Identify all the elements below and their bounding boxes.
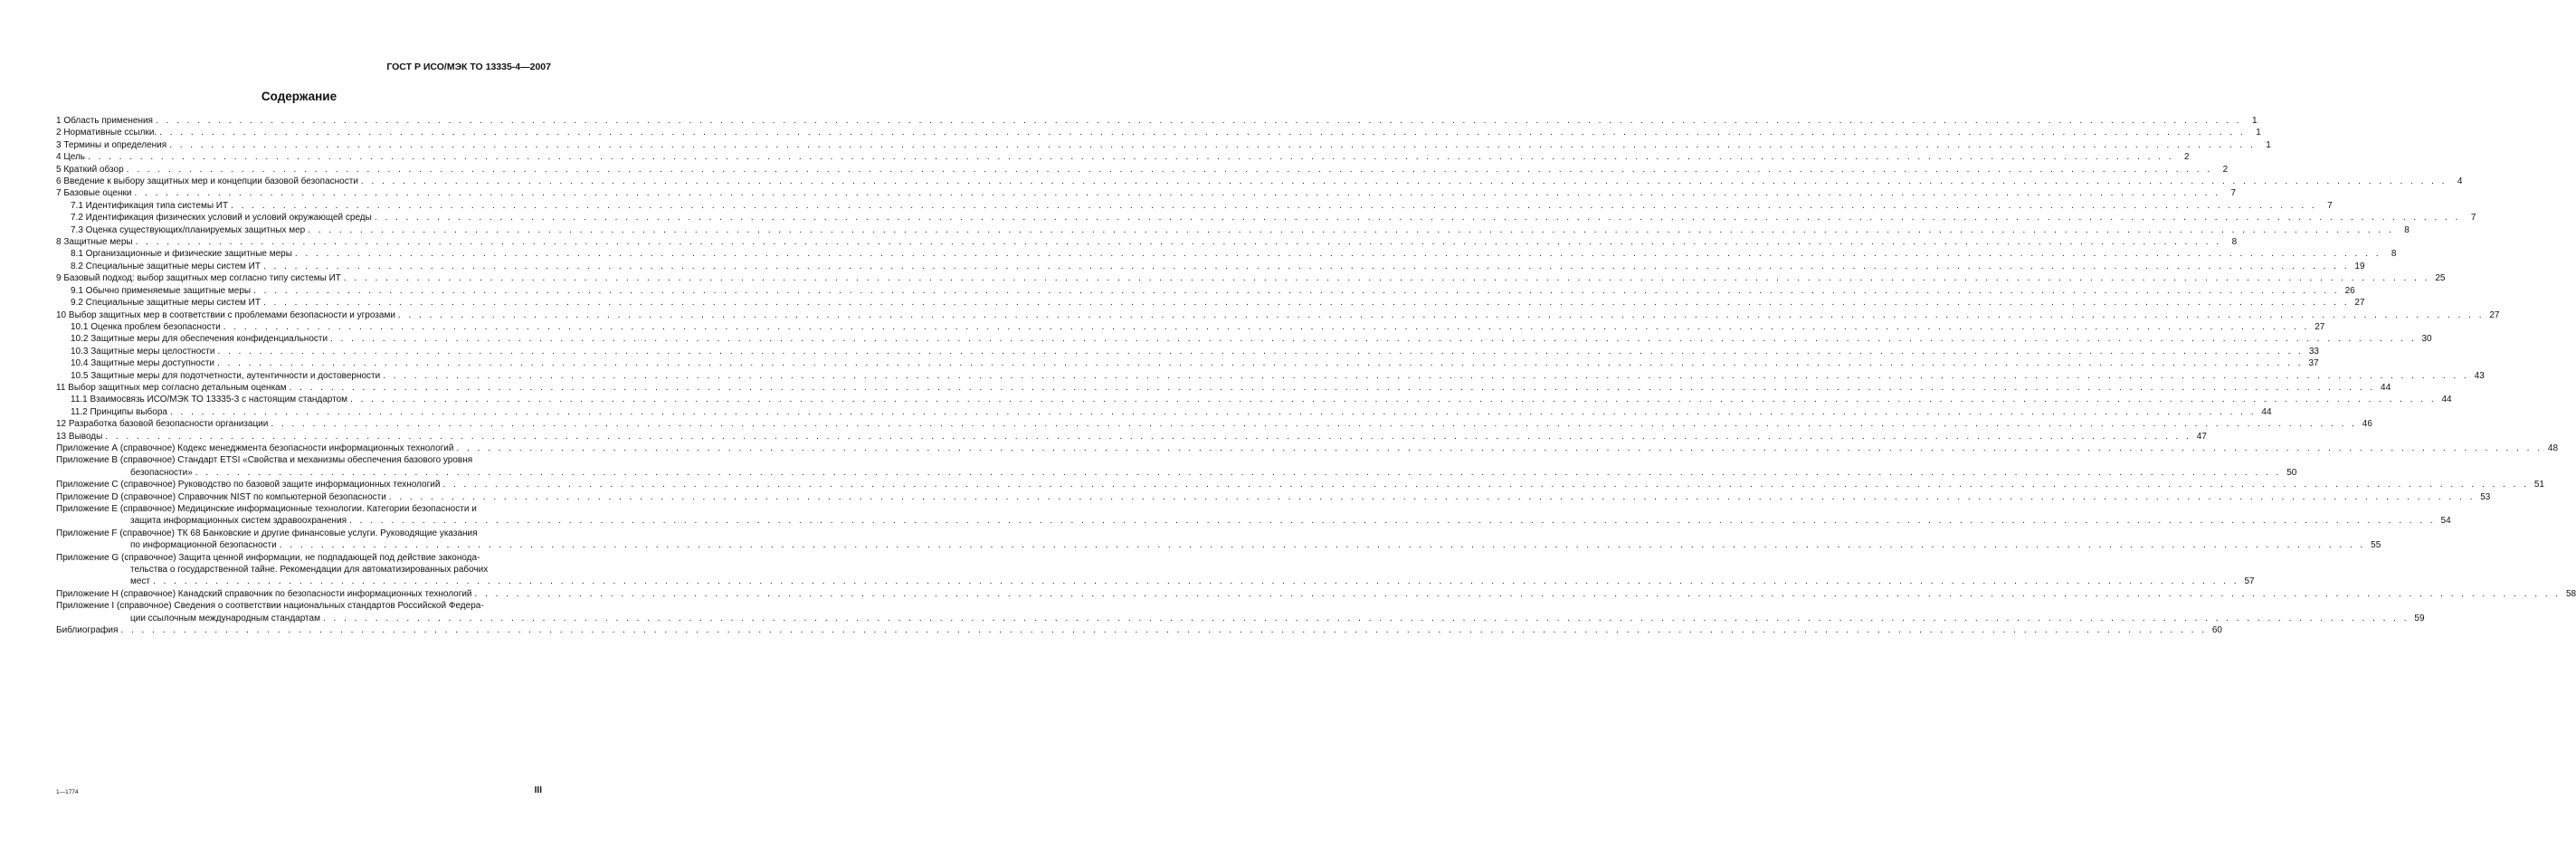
toc-entry-page: 8 — [2231, 237, 2238, 248]
page-number: III — [534, 785, 542, 795]
dot-leader: . . . . . . . . . . . . . . . . . . . . . . . . . . . . . . . . . . . . . . . . . . . . . . . . . . . . . . . . . . . . . . . . . . . . . . . . . . . . . . . . . . . . . . . . . . . . . . . . . . . . . . . . . . . . . . . . . . . . . . . . . . . . . . . . . . . . . . . . . . . . . . . . . . . . . . . . . . . . . . . . . . . . . . . . . . . . . . . . . . . . . . . . . . . . . . . . . . . . . . . . — [397, 309, 2485, 320]
toc-entry — [56, 297, 2365, 309]
toc-entry-title: 8.1 Организационные и физические защитные меры — [71, 249, 292, 260]
toc-entry-title: 7 Базовые оценки — [56, 188, 132, 199]
toc-appendix — [56, 588, 2576, 600]
toc-entry-page: 59 — [2414, 613, 2425, 623]
toc-entry-page: 25 — [2435, 273, 2446, 284]
dot-leader: . . . . . . . . . . . . . . . . . . . . . . . . . . . . . . . . . . . . . . . . . . . . . . . . . . . . . . . . . . . . . . . . . . . . . . . . . . . . . . . . . . . . . . . . . . . . . . . . . . . . . . . . . . . . . . . . . . . . . . . . . . . . . . . . . . . . . . . . . . . . . . . . . . . . . . . . . . . . . . . . . . . . . . . . . . . . . . . . . . . . . . . . . . . . . . . . . . . . . . . . — [350, 395, 2437, 405]
toc-entry-title: Приложение А (справочное) Кодекс менеджмента безопасности информационных технологий — [56, 443, 454, 453]
toc-entry-title: 5 Краткий обзор — [56, 164, 124, 175]
toc-entry-title: 7.2 Идентификация физических условий и условий окружающей среды — [71, 213, 372, 224]
toc-entry-page: 19 — [2354, 261, 2365, 271]
dot-leader: . . . . . . . . . . . . . . . . . . . . . . . . . . . . . . . . . . . . . . . . . . . . . . . . . . . . . . . . . . . . . . . . . . . . . . . . . . . . . . . . . . . . . . . . . . . . . . . . . . . . . . . . . . . . . . . . . . . . . . . . . . . . . . . . . . . . . . . . . . . . . . . . . . . . . . . . . . . . . . . . . . . . . . . . . . . . . . . . . . . . . . . . . . . . . . . . . . . . . . . . — [330, 334, 2417, 345]
toc-entry — [56, 333, 2432, 345]
toc-entry-title: 8.2 Специальные защитные меры систем ИТ — [71, 261, 261, 271]
toc-entry-page: 1 — [2266, 139, 2271, 150]
toc-entry-page: 54 — [2440, 516, 2451, 527]
toc-entry — [56, 272, 2446, 284]
toc-appendix-line: Приложение В (справочное) Стандарт ETSI «Свойства и механизмы обеспечения базового уровня — [56, 455, 473, 466]
toc-entry — [56, 588, 2576, 600]
toc-entry — [56, 431, 2207, 443]
toc-entry-page: 46 — [2362, 419, 2372, 430]
toc-appendix — [56, 552, 2255, 588]
toc-entry-title: 11 Выбор защитных мер согласно детальным оценкам — [56, 382, 287, 393]
toc-entry — [56, 370, 2485, 382]
toc-entry — [56, 236, 2238, 248]
toc-entry-page: 1 — [2256, 128, 2261, 138]
toc-entry-page: 4 — [2457, 176, 2463, 187]
dot-leader: . . . . . . . . . . . . . . . . . . . . . . . . . . . . . . . . . . . . . . . . . . . . . . . . . . . . . . . . . . . . . . . . . . . . . . . . . . . . . . . . . . . . . . . . . . . . . . . . . . . . . . . . . . . . . . . . . . . . . . . . . . . . . . . . . . . . . . . . . . . . . . . . . . . . . . . . . . . . . . . . . . . . . . . . . . . . . . . . . . . . . . . . . . . . . . . . . . . . . . . . — [217, 358, 2304, 369]
toc-entry-title: безопасности» — [130, 467, 193, 478]
toc-entry-title: Приложение Н (справочное) Канадский справочник по безопасности информационных технологий — [56, 588, 472, 599]
toc-entry — [56, 613, 2425, 624]
toc-entry — [56, 515, 2451, 527]
dot-leader: . . . . . . . . . . . . . . . . . . . . . . . . . . . . . . . . . . . . . . . . . . . . . . . . . . . . . . . . . . . . . . . . . . . . . . . . . . . . . . . . . . . . . . . . . . . . . . . . . . . . . . . . . . . . . . . . . . . . . . . . . . . . . . . . . . . . . . . . . . . . . . . . . . . . . . . . . . . . . . . . . . . . . . . . . . . . . . . . . . . . . . . . . . . . . . . . . . . . . . . . — [134, 188, 2221, 199]
dot-leader: . . . . . . . . . . . . . . . . . . . . . . . . . . . . . . . . . . . . . . . . . . . . . . . . . . . . . . . . . . . . . . . . . . . . . . . . . . . . . . . . . . . . . . . . . . . . . . . . . . . . . . . . . . . . . . . . . . . . . . . . . . . . . . . . . . . . . . . . . . . . . . . . . . . . . . . . . . . . . . . . . . . . . . . . . . . . . . . . . . . . . . . . . . . . . . . . . . . . . . . . — [474, 588, 2562, 599]
table-of-contents — [56, 115, 2576, 636]
toc-entry-title: по информационной безопасности — [130, 540, 277, 551]
dot-leader: . . . . . . . . . . . . . . . . . . . . . . . . . . . . . . . . . . . . . . . . . . . . . . . . . . . . . . . . . . . . . . . . . . . . . . . . . . . . . . . . . . . . . . . . . . . . . . . . . . . . . . . . . . . . . . . . . . . . . . . . . . . . . . . . . . . . . . . . . . . . . . . . . . . . . . . . . . . . . . . . . . . . . . . . . . . . . . . . . . . . . . . . . . . . . . . . . . . . . . . . — [169, 406, 2257, 417]
dot-leader: . . . . . . . . . . . . . . . . . . . . . . . . . . . . . . . . . . . . . . . . . . . . . . . . . . . . . . . . . . . . . . . . . . . . . . . . . . . . . . . . . . . . . . . . . . . . . . . . . . . . . . . . . . . . . . . . . . . . . . . . . . . . . . . . . . . . . . . . . . . . . . . . . . . . . . . . . . . . . . . . . . . . . . . . . . . . . . . . . . . . . . . . . . . . . . . . . . . . . . . . — [253, 285, 2340, 296]
toc-entry-page: 27 — [2315, 321, 2325, 332]
toc-entry — [56, 479, 2544, 490]
dot-leader: . . . . . . . . . . . . . . . . . . . . . . . . . . . . . . . . . . . . . . . . . . . . . . . . . . . . . . . . . . . . . . . . . . . . . . . . . . . . . . . . . . . . . . . . . . . . . . . . . . . . . . . . . . . . . . . . . . . . . . . . . . . . . . . . . . . . . . . . . . . . . . . . . . . . . . . . . . . . . . . . . . . . . . . . . . . . . . . . . . . . . . . . . . . . . . . . . . . . . . . . — [155, 116, 2242, 126]
toc-appendix — [56, 600, 2425, 624]
toc-entry-page: 48 — [2547, 443, 2559, 453]
toc-entry-title: 1 Область применения — [56, 116, 153, 126]
dot-leader: . . . . . . . . . . . . . . . . . . . . . . . . . . . . . . . . . . . . . . . . . . . . . . . . . . . . . . . . . . . . . . . . . . . . . . . . . . . . . . . . . . . . . . . . . . . . . . . . . . . . . . . . . . . . . . . . . . . . . . . . . . . . . . . . . . . . . . . . . . . . . . . . . . . . . . . . . . . . . . . . . . . . . . . . . . . . . . . . . . . . . . . . . . . . . . . . . . . . . . . . — [153, 576, 2239, 587]
dot-leader: . . . . . . . . . . . . . . . . . . . . . . . . . . . . . . . . . . . . . . . . . . . . . . . . . . . . . . . . . . . . . . . . . . . . . . . . . . . . . . . . . . . . . . . . . . . . . . . . . . . . . . . . . . . . . . . . . . . . . . . . . . . . . . . . . . . . . . . . . . . . . . . . . . . . . . . . . . . . . . . . . . . . . . . . . . . . . . . . . . . . . . . . . . . . . . . . . . . . . . . . — [159, 128, 2246, 138]
toc-entry-title: ции ссылочным международным стандартам — [130, 613, 320, 623]
toc-appendix-line: Приложение Е (справочное) Медицинские информационные технологии. Категории безопасности и — [56, 504, 477, 514]
footer-code: 1—1774 — [56, 789, 79, 795]
toc-entry-page: 2 — [2222, 164, 2229, 175]
dot-leader: . . . . . . . . . . . . . . . . . . . . . . . . . . . . . . . . . . . . . . . . . . . . . . . . . . . . . . . . . . . . . . . . . . . . . . . . . . . . . . . . . . . . . . . . . . . . . . . . . . . . . . . . . . . . . . . . . . . . . . . . . . . . . . . . . . . . . . . . . . . . . . . . . . . . . . . . . . . . . . . . . . . . . . . . . . . . . . . . . . . . . . . . . . . . . . . . . . . . . . . . — [383, 370, 2469, 381]
toc-entry-title: 2 Нормативные ссылки. — [56, 128, 157, 138]
dot-leader: . . . . . . . . . . . . . . . . . . . . . . . . . . . . . . . . . . . . . . . . . . . . . . . . . . . . . . . . . . . . . . . . . . . . . . . . . . . . . . . . . . . . . . . . . . . . . . . . . . . . . . . . . . . . . . . . . . . . . . . . . . . . . . . . . . . . . . . . . . . . . . . . . . . . . . . . . . . . . . . . . . . . . . . . . . . . . . . . . . . . . . . . . . . . . . . . . . . . . . . . — [271, 419, 2357, 430]
toc-entry-title: Приложение D (справочное) Справочник NIST по компьютерной безопасности — [56, 491, 386, 502]
dot-leader: . . . . . . . . . . . . . . . . . . . . . . . . . . . . . . . . . . . . . . . . . . . . . . . . . . . . . . . . . . . . . . . . . . . . . . . . . . . . . . . . . . . . . . . . . . . . . . . . . . . . . . . . . . . . . . . . . . . . . . . . . . . . . . . . . . . . . . . . . . . . . . . . . . . . . . . . . . . . . . . . . . . . . . . . . . . . . . . . . . . . . . . . . . . . . . . . . . . . . . . . — [126, 164, 2213, 175]
toc-entry-title: 8 Защитные меры — [56, 237, 133, 248]
dot-leader: . . . . . . . . . . . . . . . . . . . . . . . . . . . . . . . . . . . . . . . . . . . . . . . . . . . . . . . . . . . . . . . . . . . . . . . . . . . . . . . . . . . . . . . . . . . . . . . . . . . . . . . . . . . . . . . . . . . . . . . . . . . . . . . . . . . . . . . . . . . . . . . . . . . . . . . . . . . . . . . . . . . . . . . . . . . . . . . . . . . . . . . . . . . . . . . . . . . . . . . . — [442, 480, 2529, 490]
toc-appendix-line: Приложение G (справочное) Защита ценной информации, не подпадающей под действие законода- — [56, 552, 480, 563]
toc-entry — [56, 467, 2297, 479]
toc-entry-title: 9 Базовый подход: выбор защитных мер согласно типу системы ИТ — [56, 273, 341, 284]
toc-entry-page: 51 — [2533, 480, 2544, 490]
toc-entry-title: 10.3 Защитные меры целостности — [71, 346, 215, 357]
dot-leader: . . . . . . . . . . . . . . . . . . . . . . . . . . . . . . . . . . . . . . . . . . . . . . . . . . . . . . . . . . . . . . . . . . . . . . . . . . . . . . . . . . . . . . . . . . . . . . . . . . . . . . . . . . . . . . . . . . . . . . . . . . . . . . . . . . . . . . . . . . . . . . . . . . . . . . . . . . . . . . . . . . . . . . . . . . . . . . . . . . . . . . . . . . . . . . . . . . . . . . . . — [308, 224, 2394, 235]
toc-entry-page: 43 — [2474, 370, 2485, 381]
toc-entry-page: 50 — [2286, 467, 2297, 478]
toc-entry-title: 7.1 Идентификация типа системы ИТ — [71, 200, 229, 211]
toc-entry — [56, 539, 2381, 551]
dot-leader: . . . . . . . . . . . . . . . . . . . . . . . . . . . . . . . . . . . . . . . . . . . . . . . . . . . . . . . . . . . . . . . . . . . . . . . . . . . . . . . . . . . . . . . . . . . . . . . . . . . . . . . . . . . . . . . . . . . . . . . . . . . . . . . . . . . . . . . . . . . . . . . . . . . . . . . . . . . . . . . . . . . . . . . . . . . . . . . . . . . . . . . . . . . . . . . . . . . . . . . . — [349, 516, 2436, 527]
dot-leader: . . . . . . . . . . . . . . . . . . . . . . . . . . . . . . . . . . . . . . . . . . . . . . . . . . . . . . . . . . . . . . . . . . . . . . . . . . . . . . . . . . . . . . . . . . . . . . . . . . . . . . . . . . . . . . . . . . . . . . . . . . . . . . . . . . . . . . . . . . . . . . . . . . . . . . . . . . . . . . . . . . . . . . . . . . . . . . . . . . . . . . . . . . . . . . . . . . . . . . . . — [374, 213, 2461, 224]
dot-leader: . . . . . . . . . . . . . . . . . . . . . . . . . . . . . . . . . . . . . . . . . . . . . . . . . . . . . . . . . . . . . . . . . . . . . . . . . . . . . . . . . . . . . . . . . . . . . . . . . . . . . . . . . . . . . . . . . . . . . . . . . . . . . . . . . . . . . . . . . . . . . . . . . . . . . . . . . . . . . . . . . . . . . . . . . . . . . . . . . . . . . . . . . . . . . . . . . . . . . . . . — [88, 152, 2174, 163]
toc-appendix — [56, 454, 2297, 479]
dot-leader: . . . . . . . . . . . . . . . . . . . . . . . . . . . . . . . . . . . . . . . . . . . . . . . . . . . . . . . . . . . . . . . . . . . . . . . . . . . . . . . . . . . . . . . . . . . . . . . . . . . . . . . . . . . . . . . . . . . . . . . . . . . . . . . . . . . . . . . . . . . . . . . . . . . . . . . . . . . . . . . . . . . . . . . . . . . . . . . . . . . . . . . . . . . . . . . . . . . . . . . . — [262, 261, 2350, 271]
toc-entry-page: 57 — [2244, 576, 2255, 587]
toc-entry-title: 12 Разработка базовой безопасности организации — [56, 419, 269, 430]
dot-leader: . . . . . . . . . . . . . . . . . . . . . . . . . . . . . . . . . . . . . . . . . . . . . . . . . . . . . . . . . . . . . . . . . . . . . . . . . . . . . . . . . . . . . . . . . . . . . . . . . . . . . . . . . . . . . . . . . . . . . . . . . . . . . . . . . . . . . . . . . . . . . . . . . . . . . . . . . . . . . . . . . . . . . . . . . . . . . . . . . . . . . . . . . . . . . . . . . . . . . . . . — [289, 382, 2376, 393]
toc-appendix — [56, 491, 2491, 503]
toc-entry — [56, 624, 2222, 636]
toc-entry-title: 10.1 Оценка проблем безопасности — [71, 321, 221, 332]
toc-entry-title: Библиография — [56, 625, 119, 636]
document-header: ГОСТ Р ИСО/МЭК ТО 13335-4—2007 — [386, 62, 551, 72]
toc-entry-title: 10.5 Защитные меры для подотчетности, аутентичности и достоверности — [71, 370, 381, 381]
toc-appendix — [56, 503, 2451, 528]
toc-entry-page: 2 — [2184, 152, 2190, 163]
toc-entry-page: 8 — [2391, 249, 2397, 260]
toc-entry — [56, 224, 2410, 236]
toc-entry-page: 44 — [2381, 382, 2391, 393]
toc-entry — [56, 212, 2476, 224]
dot-leader: . . . . . . . . . . . . . . . . . . . . . . . . . . . . . . . . . . . . . . . . . . . . . . . . . . . . . . . . . . . . . . . . . . . . . . . . . . . . . . . . . . . . . . . . . . . . . . . . . . . . . . . . . . . . . . . . . . . . . . . . . . . . . . . . . . . . . . . . . . . . . . . . . . . . . . . . . . . . . . . . . . . . . . . . . . . . . . . . . . . . . . . . . . . . . . . . . . . . . . . . — [343, 273, 2430, 284]
toc-entry — [56, 261, 2365, 272]
toc-entry — [56, 443, 2559, 454]
toc-entry-page: 8 — [2404, 224, 2410, 235]
toc-entry — [56, 576, 2255, 587]
toc-entry — [56, 321, 2325, 333]
dot-leader: . . . . . . . . . . . . . . . . . . . . . . . . . . . . . . . . . . . . . . . . . . . . . . . . . . . . . . . . . . . . . . . . . . . . . . . . . . . . . . . . . . . . . . . . . . . . . . . . . . . . . . . . . . . . . . . . . . . . . . . . . . . . . . . . . . . . . . . . . . . . . . . . . . . . . . . . . . . . . . . . . . . . . . . . . . . . . . . . . . . . . . . . . . . . . . . . . . . . . . . . — [322, 613, 2410, 623]
toc-entry-page: 27 — [2489, 309, 2500, 320]
toc-entry-page: 53 — [2480, 491, 2491, 502]
toc-entry — [56, 491, 2491, 503]
toc-entry-page: 44 — [2261, 406, 2272, 417]
toc-entry — [56, 382, 2391, 394]
page-title: Содержание — [261, 90, 337, 103]
dot-leader: . . . . . . . . . . . . . . . . . . . . . . . . . . . . . . . . . . . . . . . . . . . . . . . . . . . . . . . . . . . . . . . . . . . . . . . . . . . . . . . . . . . . . . . . . . . . . . . . . . . . . . . . . . . . . . . . . . . . . . . . . . . . . . . . . . . . . . . . . . . . . . . . . . . . . . . . . . . . . . . . . . . . . . . . . . . . . . . . . . . . . . . . . . . . . . . . . . . . . . . . — [279, 540, 2366, 551]
toc-appendix — [56, 443, 2559, 454]
toc-entry-page: 26 — [2344, 285, 2355, 296]
dot-leader: . . . . . . . . . . . . . . . . . . . . . . . . . . . . . . . . . . . . . . . . . . . . . . . . . . . . . . . . . . . . . . . . . . . . . . . . . . . . . . . . . . . . . . . . . . . . . . . . . . . . . . . . . . . . . . . . . . . . . . . . . . . . . . . . . . . . . . . . . . . . . . . . . . . . . . . . . . . . . . . . . . . . . . . . . . . . . . . . . . . . . . . . . . . . . . . . . . . . . . . . — [120, 625, 2207, 636]
toc-entry-title: 9.2 Специальные защитные меры систем ИТ — [71, 298, 261, 309]
toc-entry-page: 7 — [2327, 200, 2333, 211]
toc-entry-title: 7.3 Оценка существующих/планируемых защитных мер — [71, 224, 306, 235]
toc-entry — [56, 406, 2272, 418]
toc-entry-title: Приложение С (справочное) Руководство по базовой защите информационных технологий — [56, 480, 441, 490]
toc-entry-title: 9.1 Обычно применяемые защитные меры — [71, 285, 252, 296]
toc-entry-title: 10 Выбор защитных мер в соответствии с проблемами безопасности и угрозами — [56, 309, 395, 320]
toc-entry — [56, 357, 2319, 369]
toc-appendix-line: тельства о государственной тайне. Рекомендации для автоматизированных рабочих — [130, 565, 489, 576]
toc-entry-page: 30 — [2421, 334, 2432, 345]
toc-appendix-line: Приложение I (справочное) Сведения о соответствии национальных стандартов Российской Федера- — [56, 601, 484, 612]
toc-entry-page: 58 — [2565, 588, 2576, 599]
toc-entry — [56, 248, 2397, 260]
toc-entry-page: 7 — [2230, 188, 2237, 199]
toc-entry — [56, 285, 2355, 297]
toc-entry-page: 1 — [2251, 116, 2258, 126]
dot-leader: . . . . . . . . . . . . . . . . . . . . . . . . . . . . . . . . . . . . . . . . . . . . . . . . . . . . . . . . . . . . . . . . . . . . . . . . . . . . . . . . . . . . . . . . . . . . . . . . . . . . . . . . . . . . . . . . . . . . . . . . . . . . . . . . . . . . . . . . . . . . . . . . . . . . . . . . . . . . . . . . . . . . . . . . . . . . . . . . . . . . . . . . . . . . . . . . . . . . . . . . — [135, 237, 2222, 248]
toc-entry-page: 55 — [2371, 540, 2381, 551]
dot-leader: . . . . . . . . . . . . . . . . . . . . . . . . . . . . . . . . . . . . . . . . . . . . . . . . . . . . . . . . . . . . . . . . . . . . . . . . . . . . . . . . . . . . . . . . . . . . . . . . . . . . . . . . . . . . . . . . . . . . . . . . . . . . . . . . . . . . . . . . . . . . . . . . . . . . . . . . . . . . . . . . . . . . . . . . . . . . . . . . . . . . . . . . . . . . . . . . . . . . . . . . — [262, 298, 2350, 309]
toc-entry — [56, 139, 2271, 151]
toc-entry-page: 47 — [2196, 431, 2207, 442]
dot-leader: . . . . . . . . . . . . . . . . . . . . . . . . . . . . . . . . . . . . . . . . . . . . . . . . . . . . . . . . . . . . . . . . . . . . . . . . . . . . . . . . . . . . . . . . . . . . . . . . . . . . . . . . . . . . . . . . . . . . . . . . . . . . . . . . . . . . . . . . . . . . . . . . . . . . . . . . . . . . . . . . . . . . . . . . . . . . . . . . . . . . . . . . . . . . . . . . . . . . . . . . — [456, 443, 2543, 453]
toc-entry — [56, 309, 2500, 321]
toc-entry-page: 60 — [2211, 625, 2222, 636]
dot-leader: . . . . . . . . . . . . . . . . . . . . . . . . . . . . . . . . . . . . . . . . . . . . . . . . . . . . . . . . . . . . . . . . . . . . . . . . . . . . . . . . . . . . . . . . . . . . . . . . . . . . . . . . . . . . . . . . . . . . . . . . . . . . . . . . . . . . . . . . . . . . . . . . . . . . . . . . . . . . . . . . . . . . . . . . . . . . . . . . . . . . . . . . . . . . . . . . . . . . . . . . — [231, 200, 2317, 211]
toc-entry — [56, 200, 2333, 212]
dot-leader: . . . . . . . . . . . . . . . . . . . . . . . . . . . . . . . . . . . . . . . . . . . . . . . . . . . . . . . . . . . . . . . . . . . . . . . . . . . . . . . . . . . . . . . . . . . . . . . . . . . . . . . . . . . . . . . . . . . . . . . . . . . . . . . . . . . . . . . . . . . . . . . . . . . . . . . . . . . . . . . . . . . . . . . . . . . . . . . . . . . . . . . . . . . . . . . . . . . . . . . . — [105, 431, 2191, 442]
dot-leader: . . . . . . . . . . . . . . . . . . . . . . . . . . . . . . . . . . . . . . . . . . . . . . . . . . . . . . . . . . . . . . . . . . . . . . . . . . . . . . . . . . . . . . . . . . . . . . . . . . . . . . . . . . . . . . . . . . . . . . . . . . . . . . . . . . . . . . . . . . . . . . . . . . . . . . . . . . . . . . . . . . . . . . . . . . . . . . . . . . . . . . . . . . . . . . . . . . . . . . . . — [195, 467, 2282, 478]
dot-leader: . . . . . . . . . . . . . . . . . . . . . . . . . . . . . . . . . . . . . . . . . . . . . . . . . . . . . . . . . . . . . . . . . . . . . . . . . . . . . . . . . . . . . . . . . . . . . . . . . . . . . . . . . . . . . . . . . . . . . . . . . . . . . . . . . . . . . . . . . . . . . . . . . . . . . . . . . . . . . . . . . . . . . . . . . . . . . . . . . . . . . . . . . . . . . . . . . . . . . . . . — [217, 346, 2304, 357]
dot-leader: . . . . . . . . . . . . . . . . . . . . . . . . . . . . . . . . . . . . . . . . . . . . . . . . . . . . . . . . . . . . . . . . . . . . . . . . . . . . . . . . . . . . . . . . . . . . . . . . . . . . . . . . . . . . . . . . . . . . . . . . . . . . . . . . . . . . . . . . . . . . . . . . . . . . . . . . . . . . . . . . . . . . . . . . . . . . . . . . . . . . . . . . . . . . . . . . . . . . . . . . — [360, 176, 2448, 187]
toc-entry — [56, 115, 2258, 127]
toc-entry-page: 44 — [2441, 395, 2452, 405]
toc-entry — [56, 176, 2463, 187]
toc-entry-page: 27 — [2354, 298, 2365, 309]
toc-entry-title: мест — [130, 576, 151, 587]
toc-entry-title: 10.2 Защитные меры для обеспечения конфиденциальности — [71, 334, 328, 345]
dot-leader: . . . . . . . . . . . . . . . . . . . . . . . . . . . . . . . . . . . . . . . . . . . . . . . . . . . . . . . . . . . . . . . . . . . . . . . . . . . . . . . . . . . . . . . . . . . . . . . . . . . . . . . . . . . . . . . . . . . . . . . . . . . . . . . . . . . . . . . . . . . . . . . . . . . . . . . . . . . . . . . . . . . . . . . . . . . . . . . . . . . . . . . . . . . . . . . . . . . . . . . . — [388, 491, 2476, 502]
toc-appendix — [56, 528, 2381, 552]
toc-entry-page: 33 — [2308, 346, 2319, 357]
toc-entry-title: 11.1 Взаимосвязь ИСО/МЭК ТО 13335-3 с настоящим стандартом — [71, 395, 348, 405]
toc-entry-title: 11.2 Принципы выбора — [71, 406, 167, 417]
toc-entry — [56, 394, 2452, 405]
toc-entry — [56, 418, 2372, 430]
dot-leader: . . . . . . . . . . . . . . . . . . . . . . . . . . . . . . . . . . . . . . . . . . . . . . . . . . . . . . . . . . . . . . . . . . . . . . . . . . . . . . . . . . . . . . . . . . . . . . . . . . . . . . . . . . . . . . . . . . . . . . . . . . . . . . . . . . . . . . . . . . . . . . . . . . . . . . . . . . . . . . . . . . . . . . . . . . . . . . . . . . . . . . . . . . . . . . . . . . . . . . . . — [294, 249, 2381, 260]
dot-leader: . . . . . . . . . . . . . . . . . . . . . . . . . . . . . . . . . . . . . . . . . . . . . . . . . . . . . . . . . . . . . . . . . . . . . . . . . . . . . . . . . . . . . . . . . . . . . . . . . . . . . . . . . . . . . . . . . . . . . . . . . . . . . . . . . . . . . . . . . . . . . . . . . . . . . . . . . . . . . . . . . . . . . . . . . . . . . . . . . . . . . . . . . . . . . . . . . . . . . . . . — [169, 139, 2256, 150]
dot-leader: . . . . . . . . . . . . . . . . . . . . . . . . . . . . . . . . . . . . . . . . . . . . . . . . . . . . . . . . . . . . . . . . . . . . . . . . . . . . . . . . . . . . . . . . . . . . . . . . . . . . . . . . . . . . . . . . . . . . . . . . . . . . . . . . . . . . . . . . . . . . . . . . . . . . . . . . . . . . . . . . . . . . . . . . . . . . . . . . . . . . . . . . . . . . . . . . . . . . . . . . — [223, 321, 2310, 332]
toc-entry — [56, 187, 2237, 199]
toc-entry-title: защита информационных систем здравоохранения — [130, 516, 347, 527]
toc-appendix — [56, 479, 2544, 490]
toc-appendix-line: Приложение F (справочное) ТК 68 Банковские и другие финансовые услуги. Руководящие указания — [56, 528, 478, 538]
toc-entry-title: 13 Выводы — [56, 431, 103, 442]
toc-entry-title: 10.4 Защитные меры доступности — [71, 358, 215, 369]
toc-entry-title: 4 Цель — [56, 152, 86, 163]
toc-entry — [56, 151, 2190, 163]
toc-entry — [56, 164, 2229, 176]
toc-entry — [56, 346, 2319, 357]
toc-entry — [56, 127, 2261, 138]
toc-entry-page: 7 — [2470, 213, 2476, 224]
toc-entry-page: 37 — [2308, 358, 2319, 369]
toc-entry-title: 3 Термины и определения — [56, 139, 167, 150]
toc-entry-title: 6 Введение к выбору защитных мер и концепции базовой безопасности — [56, 176, 358, 187]
